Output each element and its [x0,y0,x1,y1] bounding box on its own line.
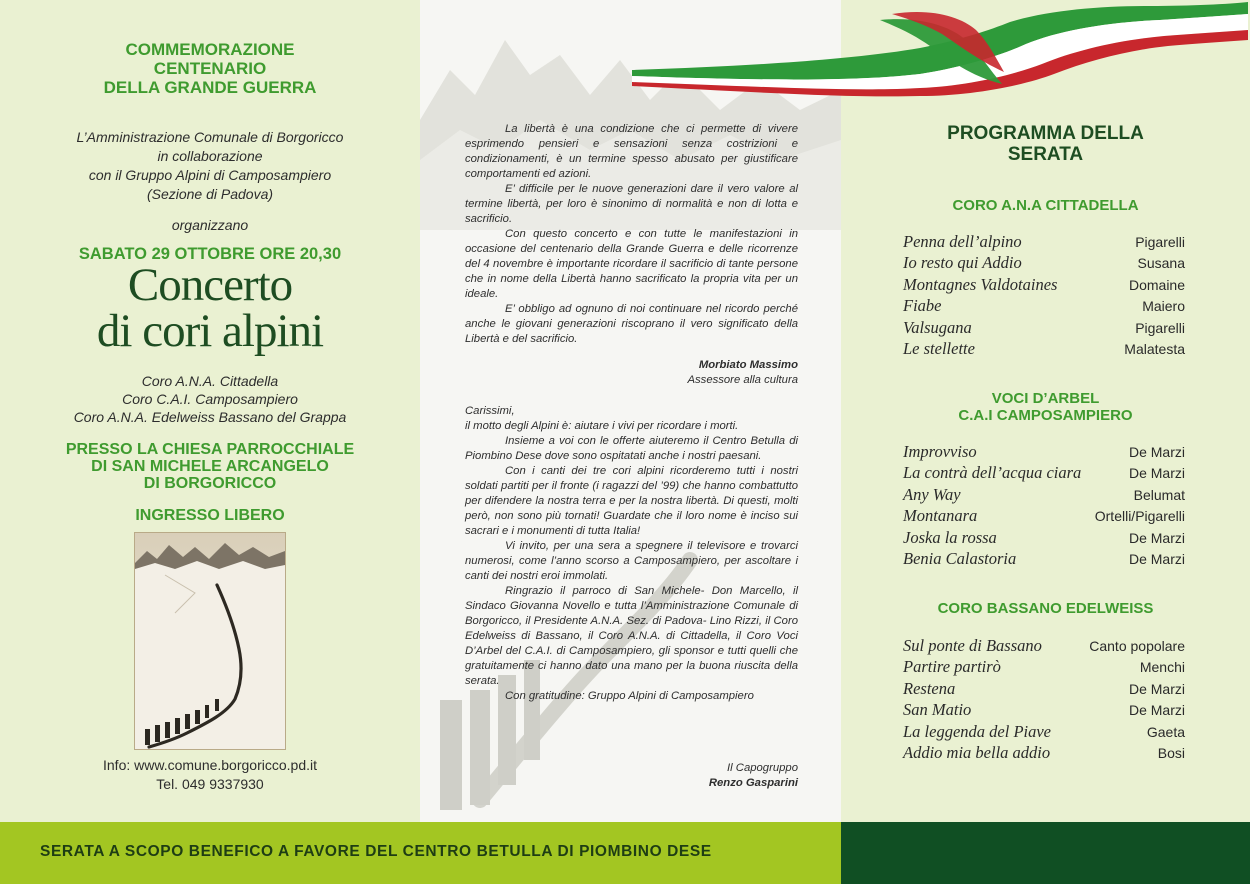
song-row [903,506,1185,527]
song-title: San Matio [903,700,972,720]
song-title: Restena [903,678,956,698]
intro-paragraph: La libertà è una condizione che ci permette di vivere esprimendo pensieri e sensazioni senza costrizioni e condizionamenti, è un termine spesso abusato per giustificare comportamenti ed azioni. [465,123,798,180]
left-panel [0,0,420,822]
section-heading-line: C.A.I CAMPOSAMPIERO [958,407,1133,424]
song-row [903,339,1185,360]
song-row [903,657,1185,678]
song-author: Ortelli/Pigarelli [1094,508,1185,525]
program-title [841,123,1250,165]
song-author: De Marzi [1128,702,1185,719]
song-author: De Marzi [1128,550,1185,567]
song-title: Partire partirò [903,657,1001,677]
choir-item: Coro A.N.A. Edelweiss Bassano del Grappa [73,409,347,425]
concert-title-line: di cori alpini [96,305,324,357]
intro-text [465,122,798,347]
song-author: Pigarelli [1135,319,1185,336]
right-panel [841,0,1250,822]
venue-text [0,441,420,492]
concert-title [0,259,420,357]
song-row [903,743,1185,764]
section-heading-line: CORO A.N.A CITTADELLA [952,197,1139,214]
song-title: Benia Calastoria [903,548,1017,568]
signature-name: Renzo Gasparini [708,777,798,789]
song-row [903,528,1185,549]
letter-text [465,404,798,704]
footer-text: SERATA A SCOPO BENEFICO A FAVORE DEL CENTRO BETULLA DI PIOMBINO DESE [40,843,712,860]
program-title-line: SERATA [1007,144,1084,165]
commemoration-title [0,40,420,97]
section-heading-line: CORO BASSANO EDELWEISS [937,600,1154,617]
middle-panel [420,0,841,822]
song-title: Penna dell’alpino [903,232,1022,251]
song-author: Belumat [1133,486,1185,503]
letter-paragraph: Con i canti dei tre cori alpini ricorderemo tutti i nostri soldati partiti per il fronte (i ragazzi del ’99) che hanno combattutto per difendere la nostra terra e per la nostra libertà. Di questi, molti però, non sono più tornati! Guardate che il loro nome è inciso sui sacrari e i monumenti di tutta Italia! [465,465,798,537]
song-author: De Marzi [1128,680,1185,697]
song-list-cittadella [903,232,1185,360]
song-row [903,722,1185,743]
signature-role: Assessore alla cultura [687,374,798,386]
song-author: De Marzi [1128,444,1185,460]
organizer-line: con il Gruppo Alpini di Camposampiero [88,167,332,183]
intro-paragraph: E’ obbligo ad ognuno di noi continuare nel ricordo perché anche le giovani generazioni riscoprano il vero significato della Libertà e del sacrificio. [465,303,798,345]
letter-motto: il motto degli Alpini è: aiutare i vivi per ricordare i morti. [465,420,739,432]
choir-item: Coro A.N.A. Cittadella [141,373,279,389]
song-author: Bosi [1157,744,1185,761]
song-title: Montagnes Valdotaines [903,274,1058,294]
song-author: Gaeta [1146,723,1185,740]
section-heading-cittadella [841,197,1250,214]
signature-capogruppo [709,761,798,791]
info-website: Info: www.comune.borgoricco.pd.it [103,757,317,773]
song-author: De Marzi [1128,529,1185,546]
song-title: Le stellette [903,338,975,358]
letter-paragraph: Con gratitudine: Gruppo Alpini di Camposampiero [505,690,754,702]
organizer-line: (Sezione di Padova) [146,186,274,202]
song-title: Any Way [903,484,961,504]
concert-title-line: Concerto [127,259,293,311]
song-list-bassano [903,636,1185,764]
song-title: Sul ponte di Bassano [903,636,1042,655]
contact-info [0,756,420,794]
organize-text: organizzano [171,217,249,233]
song-row [903,232,1185,253]
song-row [903,275,1185,296]
song-title: Valsugana [903,317,972,337]
program-title-line: PROGRAMMA DELLA [947,123,1144,144]
song-title: Addio mia bella addio [903,742,1051,762]
song-title: La leggenda del Piave [903,721,1052,741]
song-row [903,442,1185,463]
song-author: Maiero [1142,298,1185,315]
section-heading-bassano [841,600,1250,617]
song-author: Canto popolare [1089,638,1185,654]
song-author: Susana [1137,255,1185,272]
song-row [903,318,1185,339]
footer-bar-dark [841,822,1250,884]
venue-line: DI SAN MICHELE ARCANGELO [91,458,329,475]
song-row [903,485,1185,506]
italian-flag-ribbon [630,0,1250,100]
song-row [903,463,1185,484]
song-list-arbel [903,442,1185,570]
letter-paragraph: Insieme a voi con le offerte aiuteremo il Centro Betulla di Piombino Dese dove sono ospitatati anche i nostri paesani. [465,435,798,462]
song-title: Io resto qui Addio [903,253,1022,273]
title-line: COMMEMORAZIONE [125,40,295,59]
venue-line: DI BORGORICCO [143,475,277,492]
song-title: Improvviso [903,442,977,461]
organizer-line: L’Amministrazione Comunale di Borgoricco [76,129,344,145]
letter-greeting: Carissimi, [465,405,515,417]
song-title: Montanara [903,506,978,526]
song-row [903,679,1185,700]
song-title: Joska la rossa [903,527,997,547]
event-date: SABATO 29 OTTOBRE ORE 20,30 [78,245,342,263]
venue-line: PRESSO LA CHIESA PARROCCHIALE [65,441,355,458]
song-row [903,253,1185,274]
song-title: La contrà dell’acqua ciara [903,463,1082,483]
song-author: Pigarelli [1135,234,1185,250]
choir-list [0,372,420,426]
song-author: Domaine [1128,276,1185,293]
organizers-text [0,128,420,204]
organizer-line: in collaborazione [157,148,263,164]
song-row [903,549,1185,570]
intro-paragraph: E’ difficile per le nuove generazioni dare il vero valore al termine libertà, per loro è sinonimo di normalità e non di lotta e sacrificio. [465,183,798,225]
song-author: Malatesta [1124,340,1185,357]
signature-assessore [687,358,798,388]
song-row [903,636,1185,657]
choir-item: Coro C.A.I. Camposampiero [122,391,298,407]
section-heading-line: VOCI D’ARBEL [991,390,1100,407]
song-title: Fiabe [903,296,942,316]
info-phone: Tel. 049 9337930 [156,776,264,792]
title-line: CENTENARIO [153,59,267,78]
song-author: Menchi [1139,659,1185,676]
title-line: DELLA GRANDE GUERRA [103,78,317,97]
free-entry: INGRESSO LIBERO [135,507,285,524]
signature-name: Morbiato Massimo [698,359,798,371]
footer-bar [0,822,841,884]
alpine-troops-photo [134,532,286,750]
signature-role: Il Capogruppo [727,762,798,774]
letter-paragraph: Ringrazio il parroco di San Michele- Don Marcello, il Sindaco Giovanna Novello e tutta l’Amministrazione Comunale di Borgoricco, il Presidente A.N.A. Sez. di Padova- Lino Rizzi, il Coro Edelweiss di Bassano, il Coro A.N.A. di Cittadella, il Coro Voci D’Arbel del C.A.I. di Camposampiero, gli sponsor e tutti quelli che gratuitamente ci hanno dato una mano per la buona riuscita della serata. [465,585,798,687]
section-heading-arbel [841,390,1250,424]
letter-paragraph: Vi invito, per una sera a spegnere il televisore e trovarci numerosi, come l’anno scorso a Camposampiero, per ascoltare i canti dei nostri eroi immolati. [465,540,798,582]
song-row [903,296,1185,317]
song-row [903,700,1185,721]
song-author: De Marzi [1128,465,1185,482]
intro-paragraph: Con questo concerto e con tutte le manifestazioni in occasione del centenario della Grande Guerra e delle ricorrenze del 4 novembre è importante ricordare il sacrificio di tante persone che in nome della Libertà hanno sacrificato la propria vita per un ideale. [465,228,798,300]
